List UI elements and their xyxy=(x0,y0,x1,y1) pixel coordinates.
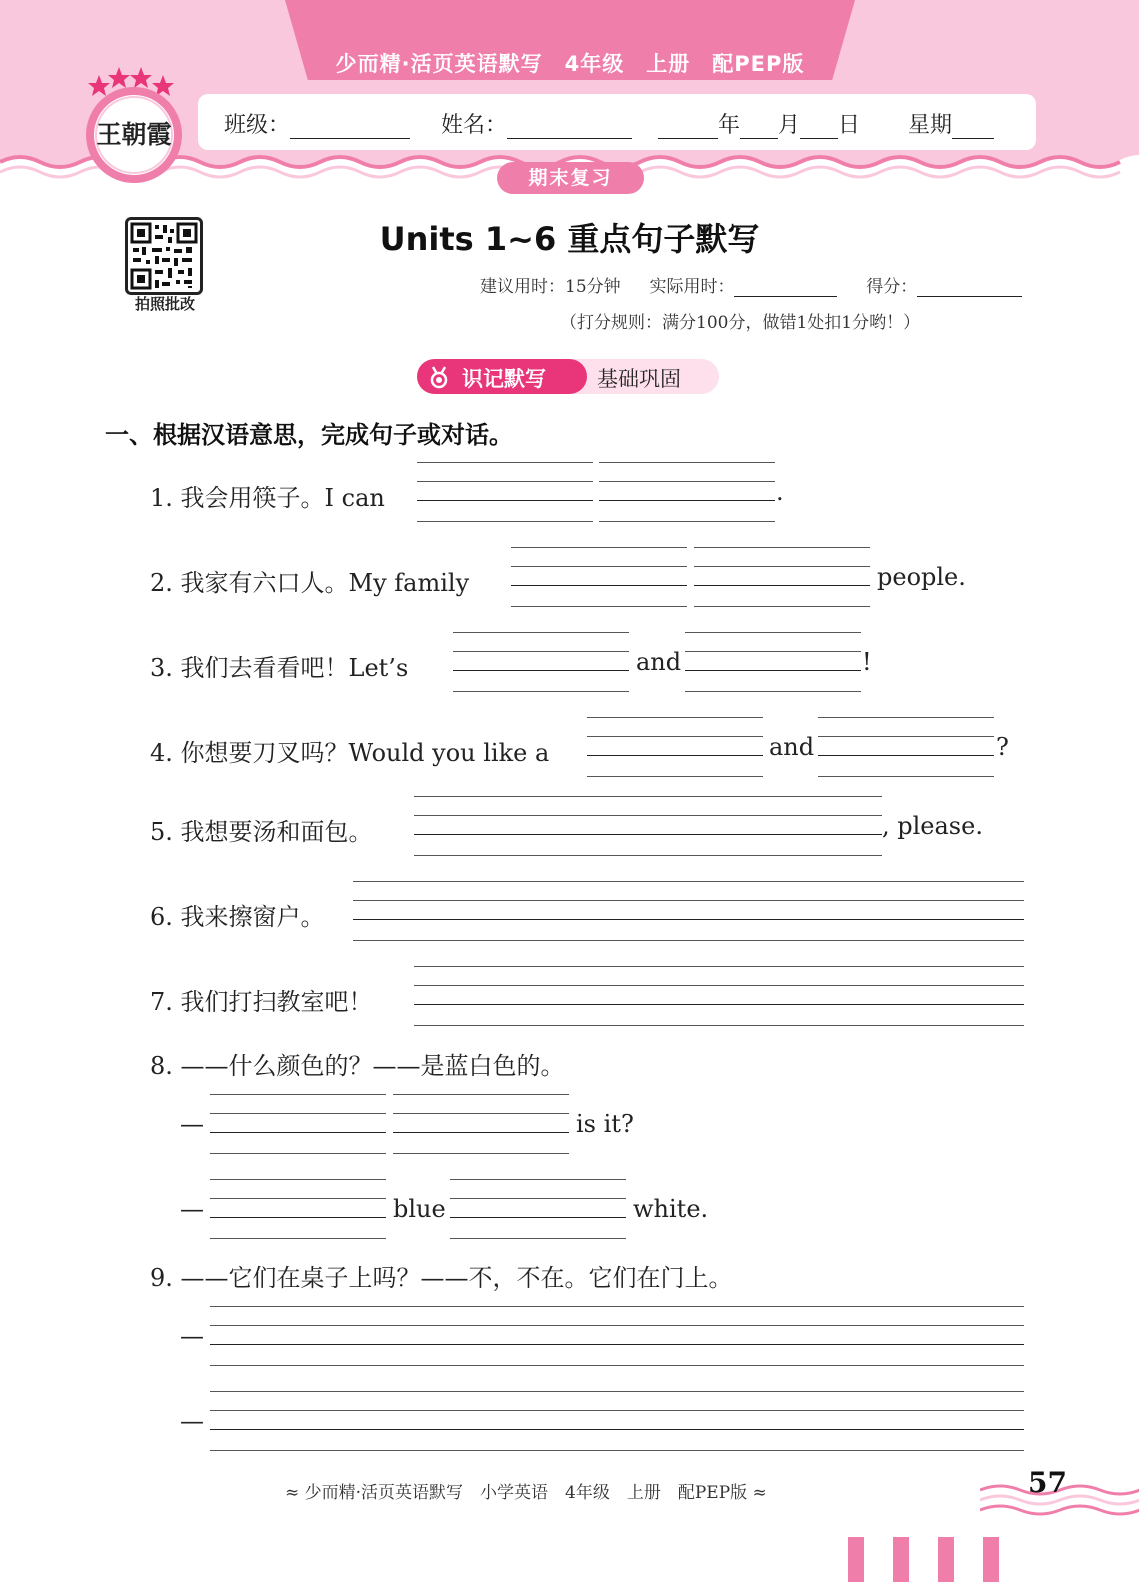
score-blank[interactable] xyxy=(917,277,1022,297)
q4-blank-1[interactable] xyxy=(587,717,763,777)
q6-prefix: 6. 我来擦窗户。 xyxy=(150,903,325,931)
q9-dash-1: — xyxy=(180,1322,204,1350)
q5-prefix: 5. 我想要汤和面包。 xyxy=(150,818,373,846)
class-field[interactable] xyxy=(224,108,410,139)
q4-blank-2[interactable] xyxy=(818,717,994,777)
q3-middle: and xyxy=(636,648,682,676)
suggested-time: 建议用时：15分钟 xyxy=(480,277,621,297)
q2-suffix: people. xyxy=(877,563,966,591)
weekday-label: 星期 xyxy=(908,113,953,138)
q8-dash-2: — xyxy=(180,1195,204,1223)
q7-blank[interactable] xyxy=(414,966,1024,1026)
q8-blank-4[interactable] xyxy=(450,1179,626,1239)
medal-icon xyxy=(427,365,451,389)
page-number: 57 xyxy=(1028,1466,1067,1499)
brand-logo xyxy=(78,65,190,187)
series-title: 少而精·活页英语默写 4年级 上册 配PEP版 xyxy=(335,52,805,76)
section-label: 识记默写 xyxy=(462,367,546,391)
score-label: 得分： xyxy=(866,277,918,297)
q1-suffix: . xyxy=(776,478,784,506)
q8-blank-3[interactable] xyxy=(210,1179,386,1239)
qr-label: 拍照批改 xyxy=(134,295,195,313)
q8-line2-middle: blue xyxy=(393,1195,446,1223)
q4-prefix: 4. 你想要刀叉吗？Would you like a xyxy=(150,739,550,767)
footer-series-text: ≈ 少而精·活页英语默写 小学英语 4年级 上册 配PEP版 ≈ xyxy=(285,1483,767,1503)
name-blank[interactable] xyxy=(507,115,632,139)
q8-blank-1[interactable] xyxy=(210,1094,386,1154)
q3-prefix: 3. 我们去看看吧！Let’s xyxy=(150,654,409,682)
q3-suffix: ! xyxy=(862,648,872,676)
actual-time-blank[interactable] xyxy=(734,277,837,297)
footer-stripe xyxy=(893,1537,909,1582)
name-label: 姓名： xyxy=(441,113,508,138)
section-sublabel: 基础巩固 xyxy=(597,367,681,391)
q9-dash-2: — xyxy=(180,1407,204,1435)
review-badge: 期末复习 xyxy=(497,162,644,194)
q1-prefix: 1. 我会用筷子。I can xyxy=(150,484,385,512)
month-label: 月 xyxy=(778,113,801,138)
q7-prefix: 7. 我们打扫教室吧！ xyxy=(150,988,373,1016)
q3-blank-2[interactable] xyxy=(685,632,861,692)
q2-blank-2[interactable] xyxy=(694,547,870,607)
q8-blank-2[interactable] xyxy=(393,1094,569,1154)
q9-blank-1[interactable] xyxy=(210,1306,1024,1366)
q5-suffix: , please. xyxy=(882,812,983,840)
q8-prompt: 8. ——什么颜色的？——是蓝白色的。 xyxy=(150,1052,565,1080)
month-blank[interactable] xyxy=(740,115,778,139)
q6-blank[interactable] xyxy=(353,881,1024,941)
q9-blank-2[interactable] xyxy=(210,1391,1024,1451)
year-label: 年 xyxy=(718,113,741,138)
q3-blank-1[interactable] xyxy=(453,632,629,692)
actual-time-label: 实际用时： xyxy=(649,277,735,297)
q5-blank[interactable] xyxy=(414,796,882,856)
timing-line xyxy=(480,272,1022,297)
day-label: 日 xyxy=(838,113,861,138)
scoring-rule: （打分规则：满分100分，做错1处扣1分哟！） xyxy=(560,313,921,333)
footer-stripe xyxy=(848,1537,864,1582)
day-blank[interactable] xyxy=(800,115,838,139)
q1-blank-1[interactable] xyxy=(417,462,593,522)
footer-stripe xyxy=(983,1537,999,1582)
page-title: Units 1~6 重点句子默写 xyxy=(379,220,760,258)
q1-blank-2[interactable] xyxy=(599,462,775,522)
logo-text: 王朝霞 xyxy=(96,120,172,149)
q2-blank-1[interactable] xyxy=(511,547,687,607)
q9-prompt: 9. ——它们在桌子上吗？——不，不在。它们在门上。 xyxy=(150,1264,733,1292)
year-blank[interactable] xyxy=(658,115,718,139)
weekday-blank[interactable] xyxy=(952,115,994,139)
q8-line2-suffix: white. xyxy=(633,1195,709,1223)
date-field[interactable] xyxy=(658,108,860,139)
q8-dash-1: — xyxy=(180,1110,204,1138)
class-blank[interactable] xyxy=(290,115,410,139)
footer-stripe xyxy=(938,1537,954,1582)
question-heading: 一、根据汉语意思，完成句子或对话。 xyxy=(105,421,513,449)
q2-prefix: 2. 我家有六口人。My family xyxy=(150,569,470,597)
name-field[interactable] xyxy=(441,108,632,139)
q8-line1-suffix: is it? xyxy=(576,1110,634,1138)
q4-middle: and xyxy=(769,733,815,761)
q4-suffix: ? xyxy=(996,733,1009,761)
weekday-field[interactable] xyxy=(908,108,994,139)
class-label: 班级： xyxy=(224,113,291,138)
